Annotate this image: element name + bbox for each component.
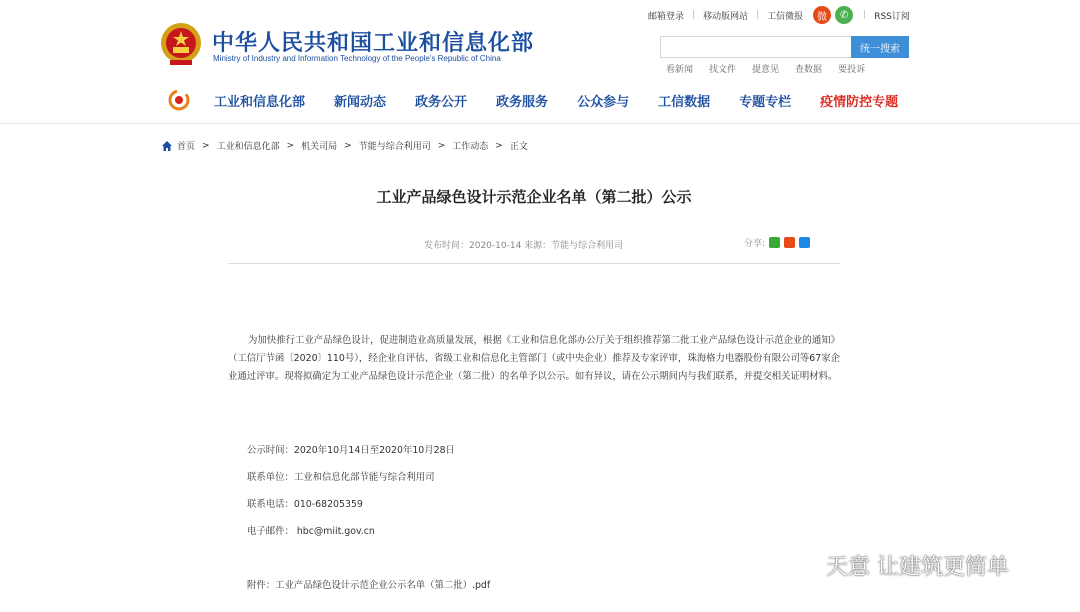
breadcrumb-separator: > bbox=[202, 140, 210, 151]
wechat-icon[interactable]: ✆ bbox=[835, 6, 853, 24]
breadcrumb-separator: > bbox=[286, 140, 295, 151]
nav-item-services[interactable]: 政务服务 bbox=[496, 94, 549, 110]
main-nav bbox=[168, 88, 927, 112]
wechat-watermark-icon bbox=[782, 553, 818, 579]
national-emblem-icon bbox=[160, 22, 202, 66]
share-weibo-icon[interactable] bbox=[784, 237, 795, 248]
breadcrumb-work-news[interactable]: 工作动态 bbox=[452, 142, 489, 152]
article-meta: 发布时间：2020-10-14 来源：节能与综合利用司 bbox=[424, 241, 624, 251]
contact-phone: 联系电话：010-68205359 bbox=[247, 499, 363, 510]
share-label: 分享: bbox=[744, 239, 766, 249]
breadcrumb-ministry[interactable]: 工业和信息化部 bbox=[216, 142, 280, 152]
toplink-weibao[interactable]: 工信微报 bbox=[767, 11, 804, 22]
divider: | bbox=[692, 10, 696, 20]
breadcrumb-home[interactable]: 首页 bbox=[177, 142, 196, 152]
nav-item-topics[interactable]: 专题专栏 bbox=[739, 94, 792, 110]
nav-item-data[interactable]: 工信数据 bbox=[658, 94, 711, 110]
breadcrumb-departments[interactable]: 机关司局 bbox=[301, 142, 338, 152]
breadcrumb-separator: > bbox=[495, 140, 503, 151]
title-divider bbox=[228, 263, 840, 264]
nav-item-gov-affairs[interactable]: 政务公开 bbox=[415, 94, 468, 110]
share-wechat-icon[interactable] bbox=[769, 237, 780, 248]
search-input[interactable] bbox=[660, 36, 852, 58]
contact-email[interactable]: 电子邮件： hbc@miit.gov.cn bbox=[247, 526, 375, 537]
nav-item-news[interactable]: 新闻动态 bbox=[334, 94, 387, 110]
nav-item-public[interactable]: 公众参与 bbox=[577, 94, 630, 110]
contact-unit: 联系单位：工业和信息化部节能与综合利用司 bbox=[247, 472, 435, 483]
weibo-icon[interactable]: 微 bbox=[813, 6, 831, 24]
search-button[interactable]: 统一搜索 bbox=[851, 36, 909, 58]
top-links bbox=[640, 5, 918, 25]
toplink-mail-login[interactable]: 邮箱登录 bbox=[648, 11, 685, 22]
quicklink-news[interactable]: 看新闻 bbox=[666, 65, 694, 75]
article-title: 工业产品绿色设计示范企业名单（第二批）公示 bbox=[376, 188, 692, 206]
site-title[interactable]: 中华人民共和国工业和信息化部 bbox=[212, 31, 535, 56]
toplink-rss[interactable]: RSS订阅 bbox=[874, 11, 910, 22]
quicklink-feedback[interactable]: 提意见 bbox=[752, 65, 780, 75]
article-body: 为加快推行工业产品绿色设计，促进制造业高质量发展，根据《工业和信息化部办公厅关于组织推荐第二批工业产品绿色设计示范企业的通知》（工信厅节函〔2020〕110号），经企业自评估、省级工业和信息化主管部门（或中央企业）推荐及专家评审，珠海格力电器股份有限公司等67家企业通过评审。现将拟确定为工业产品绿色设计示范企业（第二批）的名单予以公示。如有异议，请在公示期间内与我们联系，并提交相关证明材料。 bbox=[228, 335, 840, 382]
share-qq-icon[interactable] bbox=[799, 237, 810, 248]
miit-logo-icon[interactable] bbox=[168, 89, 190, 111]
nav-item-epidemic[interactable]: 疫情防控专题 bbox=[820, 94, 899, 110]
site-header bbox=[0, 0, 1080, 124]
share-bar bbox=[744, 236, 810, 249]
breadcrumb bbox=[161, 139, 528, 152]
quicklink-complaint[interactable]: 要投诉 bbox=[838, 65, 866, 75]
breadcrumb-energy-dept[interactable]: 节能与综合利用司 bbox=[358, 142, 431, 152]
quick-links bbox=[666, 62, 865, 75]
attachment-link[interactable]: 附件：工业产品绿色设计示范企业公示名单（第二批）.pdf bbox=[247, 580, 491, 591]
home-icon bbox=[161, 140, 173, 152]
breadcrumb-separator: > bbox=[344, 140, 352, 151]
breadcrumb-current: 正文 bbox=[509, 142, 528, 152]
toplink-mobile-site[interactable]: 移动版网站 bbox=[703, 11, 749, 22]
watermark-text: 天意 让建筑更简单 bbox=[826, 555, 1009, 580]
watermark bbox=[782, 550, 1009, 581]
divider: | bbox=[756, 10, 760, 20]
nav-item-ministry[interactable]: 工业和信息化部 bbox=[214, 94, 306, 110]
quicklink-files[interactable]: 找文件 bbox=[709, 65, 737, 75]
site-subtitle: Ministry of Industry and Information Technology of the People's Republic of China bbox=[213, 54, 501, 63]
breadcrumb-separator: > bbox=[437, 140, 446, 151]
quicklink-data[interactable]: 查数据 bbox=[795, 65, 823, 75]
divider: | bbox=[863, 10, 867, 20]
notice-period: 公示时间：2020年10月14日至2020年10月28日 bbox=[247, 445, 455, 456]
